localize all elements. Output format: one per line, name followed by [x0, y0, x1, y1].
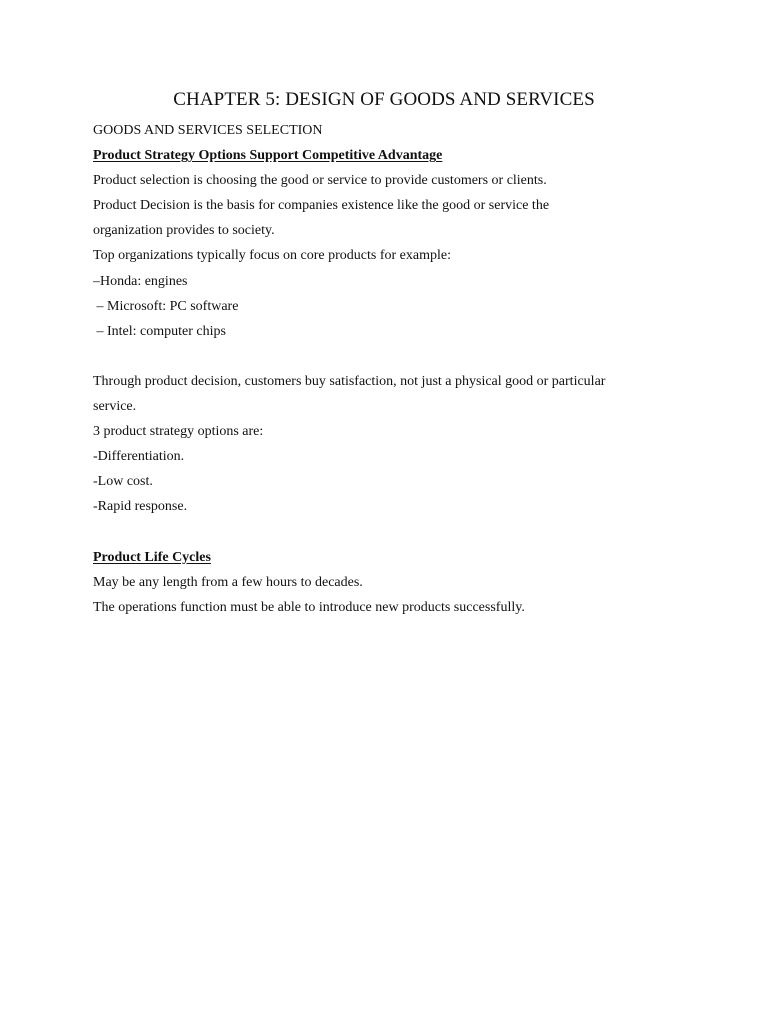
body-line: Through product decision, customers buy satisfaction, not just a physical good or particular — [93, 373, 606, 389]
document-body — [93, 118, 693, 620]
section-title: GOODS AND SERVICES SELECTION — [93, 123, 323, 138]
body-line: Top organizations typically focus on core products for example: — [93, 248, 451, 264]
section-heading-life-cycles: Product Life Cycles — [93, 549, 211, 565]
list-item: -Low cost. — [93, 474, 153, 490]
list-item: –Honda: engines — [93, 273, 188, 289]
chapter-title: CHAPTER 5: DESIGN OF GOODS AND SERVICES — [173, 89, 595, 110]
body-line: Product selection is choosing the good or service to provide customers or clients. — [93, 173, 547, 189]
list-item: -Rapid response. — [93, 499, 188, 515]
body-line: May be any length from a few hours to decades. — [93, 574, 363, 590]
list-item: -Differentiation. — [93, 449, 185, 465]
blank-line — [93, 520, 693, 545]
section-heading-strategy: Product Strategy Options Support Competitive Advantage — [93, 148, 443, 164]
list-item: – Microsoft: PC software — [93, 298, 239, 314]
body-line: service. — [93, 399, 137, 415]
body-line: organization provides to society. — [93, 223, 275, 239]
blank-line — [93, 344, 693, 369]
body-line: Product Decision is the basis for companies existence like the good or service the — [93, 198, 550, 214]
body-line: The operations function must be able to introduce new products successfully. — [93, 599, 525, 615]
body-line: 3 product strategy options are: — [93, 424, 264, 440]
list-item: – Intel: computer chips — [93, 323, 226, 339]
